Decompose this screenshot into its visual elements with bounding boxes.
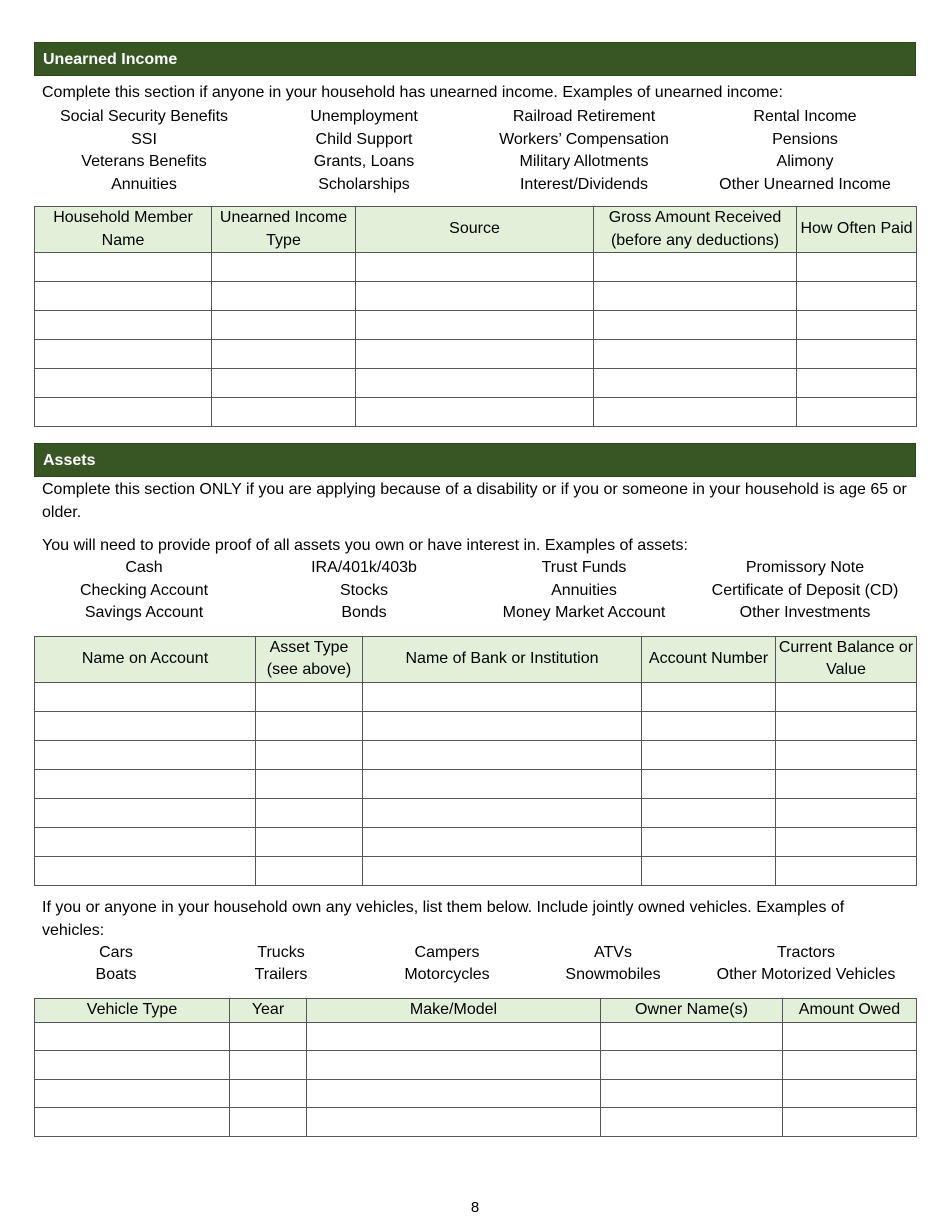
column-header-asset-type: Asset Type (see above) bbox=[256, 636, 363, 682]
input-cell[interactable] bbox=[212, 253, 356, 282]
input-cell[interactable] bbox=[356, 311, 594, 340]
example-item: Child Support bbox=[315, 130, 413, 148]
input-cell[interactable] bbox=[35, 682, 256, 711]
example-item: Promissory Note bbox=[745, 559, 865, 576]
table-row bbox=[35, 798, 917, 827]
example-item: Pensions bbox=[772, 130, 838, 148]
input-cell[interactable] bbox=[642, 682, 776, 711]
input-cell[interactable] bbox=[363, 856, 642, 885]
column-header-name-on-account: Name on Account bbox=[35, 636, 256, 682]
input-cell[interactable] bbox=[35, 1022, 230, 1051]
input-cell[interactable] bbox=[35, 311, 212, 340]
table-row bbox=[35, 282, 917, 311]
example-item: Other Investments bbox=[739, 604, 871, 621]
input-cell[interactable] bbox=[35, 769, 256, 798]
example-item: Rental Income bbox=[753, 108, 857, 125]
table-row bbox=[35, 1079, 917, 1108]
input-cell[interactable] bbox=[35, 253, 212, 282]
input-cell[interactable] bbox=[776, 682, 917, 711]
input-cell[interactable] bbox=[256, 827, 363, 856]
input-cell[interactable] bbox=[797, 253, 917, 282]
input-cell[interactable] bbox=[35, 1108, 230, 1137]
input-cell[interactable] bbox=[307, 1079, 601, 1108]
table-row bbox=[35, 398, 917, 427]
example-item: Other Unearned Income bbox=[719, 175, 891, 193]
input-cell[interactable] bbox=[594, 340, 797, 369]
table-row bbox=[35, 1051, 917, 1080]
example-item: Stocks bbox=[339, 581, 388, 599]
example-item: Motorcycles bbox=[404, 966, 490, 983]
table-row bbox=[35, 856, 917, 885]
form-page bbox=[34, 42, 916, 1137]
table-row bbox=[35, 769, 917, 798]
input-cell[interactable] bbox=[363, 711, 642, 740]
column-header-source: Source bbox=[356, 207, 594, 253]
column-header-owner-names: Owner Name(s) bbox=[601, 998, 783, 1022]
input-cell[interactable] bbox=[642, 711, 776, 740]
input-cell[interactable] bbox=[256, 769, 363, 798]
example-item: Unemployment bbox=[310, 108, 418, 125]
table-row bbox=[35, 253, 917, 282]
input-cell[interactable] bbox=[642, 740, 776, 769]
column-header-bank-name: Name of Bank or Institution bbox=[363, 636, 642, 682]
input-cell[interactable] bbox=[601, 1079, 783, 1108]
input-cell[interactable] bbox=[230, 1022, 307, 1051]
column-header-vehicle-type: Vehicle Type bbox=[35, 998, 230, 1022]
input-cell[interactable] bbox=[307, 1108, 601, 1137]
input-cell[interactable] bbox=[212, 282, 356, 311]
example-item: Cars bbox=[99, 943, 133, 961]
example-item: Social Security Benefits bbox=[59, 108, 229, 125]
example-item: Boats bbox=[95, 966, 137, 983]
table-row bbox=[35, 1022, 917, 1051]
input-cell[interactable] bbox=[256, 856, 363, 885]
input-cell[interactable] bbox=[35, 856, 256, 885]
example-item: Snowmobiles bbox=[565, 966, 661, 983]
input-cell[interactable] bbox=[363, 827, 642, 856]
input-cell[interactable] bbox=[363, 682, 642, 711]
column-header-member-name: Household Member Name bbox=[35, 207, 212, 253]
input-cell[interactable] bbox=[35, 340, 212, 369]
input-cell[interactable] bbox=[594, 282, 797, 311]
input-cell[interactable] bbox=[35, 1051, 230, 1080]
input-cell[interactable] bbox=[776, 798, 917, 827]
input-cell[interactable] bbox=[594, 311, 797, 340]
input-cell[interactable] bbox=[776, 827, 917, 856]
input-cell[interactable] bbox=[356, 398, 594, 427]
input-cell[interactable] bbox=[35, 1079, 230, 1108]
column-header-amount-owed: Amount Owed bbox=[783, 998, 917, 1022]
unearned-income-header: Unearned Income bbox=[34, 42, 916, 76]
example-item: Trailers bbox=[254, 966, 308, 983]
example-item: Bonds bbox=[341, 604, 387, 621]
vehicles-table bbox=[34, 998, 917, 1137]
input-cell[interactable] bbox=[35, 282, 212, 311]
example-item: Workers’ Compensation bbox=[499, 130, 669, 148]
input-cell[interactable] bbox=[35, 740, 256, 769]
column-header-make-model: Make/Model bbox=[307, 998, 601, 1022]
input-cell[interactable] bbox=[256, 711, 363, 740]
input-cell[interactable] bbox=[307, 1051, 601, 1080]
input-cell[interactable] bbox=[256, 798, 363, 827]
example-item: Alimony bbox=[776, 153, 834, 170]
table-row bbox=[35, 369, 917, 398]
input-cell[interactable] bbox=[356, 282, 594, 311]
input-cell[interactable] bbox=[776, 740, 917, 769]
table-row bbox=[35, 682, 917, 711]
input-cell[interactable] bbox=[783, 1022, 917, 1051]
table-row bbox=[35, 711, 917, 740]
input-cell[interactable] bbox=[35, 369, 212, 398]
unearned-income-examples bbox=[34, 106, 916, 196]
table-row bbox=[35, 1108, 917, 1137]
input-cell[interactable] bbox=[594, 253, 797, 282]
input-cell[interactable] bbox=[594, 369, 797, 398]
input-cell[interactable] bbox=[356, 369, 594, 398]
input-cell[interactable] bbox=[642, 856, 776, 885]
input-cell[interactable] bbox=[212, 369, 356, 398]
example-item: Annuities bbox=[111, 175, 177, 193]
assets-intro: Complete this section ONLY if you are applying because of a disability or if you or someone in your household is age 65 or older. bbox=[42, 481, 907, 521]
example-item: ATVs bbox=[594, 943, 632, 961]
vehicles-examples bbox=[34, 942, 916, 987]
input-cell[interactable] bbox=[230, 1108, 307, 1137]
input-cell[interactable] bbox=[212, 340, 356, 369]
input-cell[interactable] bbox=[601, 1022, 783, 1051]
input-cell[interactable] bbox=[797, 311, 917, 340]
input-cell[interactable] bbox=[797, 398, 917, 427]
assets-proof-text: You will need to provide proof of all assets you own or have interest in. Examples of assets: bbox=[42, 537, 688, 554]
example-item: Scholarships bbox=[318, 175, 410, 193]
input-cell[interactable] bbox=[356, 340, 594, 369]
input-cell[interactable] bbox=[356, 253, 594, 282]
vehicles-intro: If you or anyone in your household own any vehicles, list them below. Include jointly owned vehicles. Examples of vehicles: bbox=[42, 898, 845, 939]
input-cell[interactable] bbox=[797, 282, 917, 311]
input-cell[interactable] bbox=[256, 682, 363, 711]
input-cell[interactable] bbox=[230, 1051, 307, 1080]
page-number: 8 bbox=[470, 1199, 480, 1216]
input-cell[interactable] bbox=[307, 1022, 601, 1051]
input-cell[interactable] bbox=[212, 398, 356, 427]
unearned-income-table bbox=[34, 206, 917, 427]
input-cell[interactable] bbox=[601, 1051, 783, 1080]
example-item: Trust Funds bbox=[541, 559, 627, 576]
input-cell[interactable] bbox=[363, 740, 642, 769]
table-row bbox=[35, 340, 917, 369]
example-item: Annuities bbox=[551, 581, 617, 599]
table-row bbox=[35, 740, 917, 769]
input-cell[interactable] bbox=[212, 311, 356, 340]
example-item: Savings Account bbox=[84, 604, 204, 621]
assets-header: Assets bbox=[34, 443, 916, 477]
example-item: Veterans Benefits bbox=[81, 153, 207, 170]
example-item: Cash bbox=[125, 559, 163, 576]
example-item: Military Allotments bbox=[519, 153, 649, 170]
column-header-current-balance: Current Balance or Value bbox=[776, 636, 917, 682]
example-item: Other Motorized Vehicles bbox=[716, 966, 896, 983]
input-cell[interactable] bbox=[35, 798, 256, 827]
unearned-income-intro: Complete this section if anyone in your household has unearned income. Examples of unearned income: bbox=[42, 84, 783, 101]
example-item: Interest/Dividends bbox=[519, 175, 649, 193]
input-cell[interactable] bbox=[35, 711, 256, 740]
input-cell[interactable] bbox=[783, 1051, 917, 1080]
example-item: Grants, Loans bbox=[313, 153, 415, 170]
input-cell[interactable] bbox=[776, 769, 917, 798]
input-cell[interactable] bbox=[642, 798, 776, 827]
input-cell[interactable] bbox=[797, 340, 917, 369]
input-cell[interactable] bbox=[363, 769, 642, 798]
input-cell[interactable] bbox=[797, 369, 917, 398]
column-header-account-number: Account Number bbox=[642, 636, 776, 682]
column-header-income-type: Unearned Income Type bbox=[212, 207, 356, 253]
input-cell[interactable] bbox=[783, 1108, 917, 1137]
example-item: SSI bbox=[131, 130, 157, 148]
input-cell[interactable] bbox=[642, 827, 776, 856]
input-cell[interactable] bbox=[363, 798, 642, 827]
example-item: Money Market Account bbox=[502, 604, 666, 621]
example-item: Certificate of Deposit (CD) bbox=[711, 581, 899, 599]
input-cell[interactable] bbox=[601, 1108, 783, 1137]
example-item: Railroad Retirement bbox=[512, 108, 656, 125]
column-header-year: Year bbox=[230, 998, 307, 1022]
example-item: Campers bbox=[414, 943, 480, 961]
assets-table bbox=[34, 636, 917, 886]
table-row bbox=[35, 311, 917, 340]
input-cell[interactable] bbox=[776, 856, 917, 885]
example-item: Trucks bbox=[257, 943, 305, 961]
assets-examples bbox=[34, 557, 916, 625]
input-cell[interactable] bbox=[776, 711, 917, 740]
input-cell[interactable] bbox=[256, 740, 363, 769]
input-cell[interactable] bbox=[783, 1079, 917, 1108]
example-item: Checking Account bbox=[79, 581, 209, 599]
input-cell[interactable] bbox=[35, 398, 212, 427]
input-cell[interactable] bbox=[642, 769, 776, 798]
input-cell[interactable] bbox=[230, 1079, 307, 1108]
example-item: Tractors bbox=[776, 943, 836, 961]
input-cell[interactable] bbox=[35, 827, 256, 856]
column-header-gross-amount: Gross Amount Received (before any deductions) bbox=[594, 207, 797, 253]
table-row bbox=[35, 827, 917, 856]
input-cell[interactable] bbox=[594, 398, 797, 427]
example-item: IRA/401k/403b bbox=[311, 559, 417, 576]
column-header-how-often: How Often Paid bbox=[797, 207, 917, 253]
